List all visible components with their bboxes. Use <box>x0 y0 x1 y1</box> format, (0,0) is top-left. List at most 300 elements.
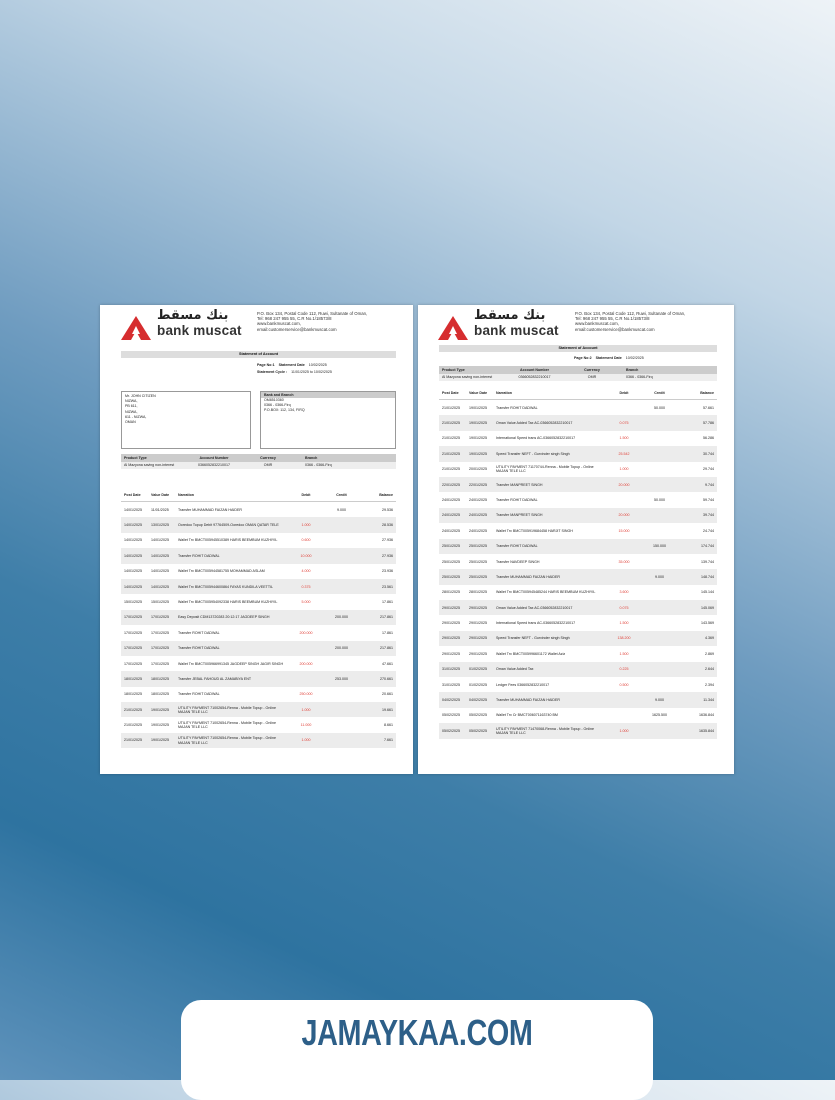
statement-page-1 <box>100 305 413 774</box>
tx-cell: Wallet Trx BMCT005966991345 JAGDEEP SINGH JAGIR SINGH <box>178 661 284 666</box>
tx-cell: 39.744 <box>703 513 714 518</box>
bank-logo-icon <box>438 316 468 340</box>
tx-cell: 23.936 <box>382 569 393 574</box>
tx-cell: 15.000 <box>618 528 630 533</box>
product-cell: 0366 - 0366-Firq <box>305 463 332 467</box>
tx-cell: 29/01/2025 <box>442 621 460 626</box>
tx-cell: 13/01/2025 <box>151 522 169 527</box>
tx-cell: 23.561 <box>382 584 393 589</box>
tx-row <box>439 492 717 507</box>
tx-cell: 250.000 <box>299 692 313 697</box>
transactions-table <box>439 391 717 739</box>
tx-cell: 145.144 <box>701 590 714 595</box>
tx-cell: 31/01/2025 <box>442 682 460 687</box>
tx-cell: 05/02/2025 <box>442 713 460 718</box>
tx-body <box>121 502 396 748</box>
tx-cell: Wallet Trx BMCT005945485244 HARIS BEEMBUM KUZHIYIL <box>496 590 596 595</box>
tx-cell: 14/01/2025 <box>124 553 142 558</box>
tx-cell: UTILITY PAYMENT 71002654-Renna - Mobile Topup - Online MAJAN TELE LLC <box>178 720 276 730</box>
tx-body <box>439 400 717 739</box>
tx-cell: 15/01/2025 <box>124 599 142 604</box>
tx-cell: 29/01/2025 <box>469 636 487 641</box>
tx-cell: 05/02/2025 <box>469 713 487 718</box>
logo-arabic: بنك مسقط <box>157 308 229 323</box>
tx-cell: UTILITY PAYMENT 71470068-Renna - Mobile Topup - Online MAJAN TELE LLC <box>496 726 594 735</box>
tx-row <box>439 431 717 446</box>
tx-cell: Transfer ROHIT DADWAL <box>178 692 220 697</box>
address-line: Tel: 968 247 955 55, C.R No.1/18573/8 <box>575 316 650 322</box>
tx-cell: 0.075 <box>619 605 629 610</box>
address-line: Tel: 968 247 955 55, C.R No.1/18573/8 <box>257 316 332 322</box>
tx-row <box>439 477 717 492</box>
tx-header-cell: Post Date <box>442 391 459 395</box>
statement-date-label: Statement Date <box>595 356 622 360</box>
tx-cell: 56.286 <box>703 436 714 441</box>
tx-cell: 14/01/2025 <box>124 538 142 543</box>
product-row <box>439 374 717 381</box>
tx-cell: 21/01/2025 <box>442 467 460 472</box>
tx-cell: Transfer ROHIT DADWAL <box>496 544 538 549</box>
tx-cell: Wallet Trx BMCT005996601172 Wallet Aziz <box>496 651 566 656</box>
tx-cell: 217.861 <box>380 646 393 651</box>
tx-cell: 59.744 <box>703 497 714 502</box>
tx-cell: 29.536 <box>382 507 393 512</box>
product-header-cell: Branch <box>626 368 639 372</box>
tx-cell: 1.000 <box>619 467 629 472</box>
product-cell: OMR <box>263 463 273 467</box>
tx-row <box>439 600 717 615</box>
tx-cell: 1.500 <box>619 621 629 626</box>
tx-cell: 17/01/2025 <box>124 630 142 635</box>
tx-cell: 1625.500 <box>652 713 667 718</box>
tx-cell: 25.542 <box>618 451 630 456</box>
tx-cell: 17/01/2025 <box>124 615 142 620</box>
tx-cell: International Speed trans AC-0366052832210017 <box>496 436 576 441</box>
tx-header-cell: Narration <box>496 391 512 395</box>
tx-cell: International Speed trans AC-0366052832210017 <box>496 621 576 626</box>
product-header-cell: Account Number <box>520 368 549 372</box>
tx-cell: 14/01/2025 <box>124 584 142 589</box>
tx-cell: UTILITY PAYMENT 71002654-Renna - Mobile Topup - Online MAJAN TELE LLC <box>178 736 276 745</box>
tx-cell: 29/01/2025 <box>469 621 487 626</box>
tx-cell: 14/01/2025 <box>151 569 169 574</box>
tx-cell: 50.000 <box>654 405 665 410</box>
tx-cell: 1.500 <box>619 651 629 656</box>
tx-cell: 200.000 <box>299 661 313 666</box>
tx-cell: 04/02/2025 <box>469 698 487 703</box>
tx-cell: Transfer ROHIT DADWAL <box>496 497 538 502</box>
transactions-table <box>121 493 396 748</box>
tx-cell: 29.744 <box>703 467 714 472</box>
statement-date-label: Statement Date <box>278 363 305 367</box>
tx-header-cell: Balance <box>700 391 714 395</box>
tx-cell: 11/01/2025 <box>151 507 169 512</box>
tx-row <box>121 579 396 594</box>
tx-cell: 25/01/2025 <box>442 574 460 579</box>
tx-cell: 200.000 <box>335 615 348 620</box>
tx-header-cell: Post Date <box>124 493 141 497</box>
tx-cell: 28/01/2025 <box>469 590 487 595</box>
tx-cell: Wallet Trx BMCT005944600864 FAYAS KUNDILA VEETTIL <box>178 584 274 589</box>
branch-line: 0366 - 0366-Firq <box>264 403 291 407</box>
tx-row <box>121 533 396 548</box>
tx-cell: 2.869 <box>705 651 714 656</box>
tx-cell: 14/01/2025 <box>124 569 142 574</box>
tx-cell: 18/01/2025 <box>151 692 169 697</box>
tx-row <box>439 646 717 661</box>
product-header-cell: Account Number <box>199 456 229 460</box>
tx-cell: Transfer NAVDEEP SINGH <box>496 559 540 564</box>
product-header-cell: Product Type <box>442 368 465 372</box>
tx-cell: 8.661 <box>384 723 393 728</box>
statement-title: Statement of Account <box>439 345 717 352</box>
tx-cell: 19/01/2025 <box>469 436 487 441</box>
tx-cell: 05/02/2025 <box>442 728 460 733</box>
statement-date: 10/02/2025 <box>308 363 327 367</box>
tx-cell: UTILITY PAYMENT 71002654-Renna - Mobile Topup - Online MAJAN TELE LLC <box>178 705 276 714</box>
tx-cell: 4.000 <box>301 569 311 574</box>
bank-branch-box <box>260 391 396 449</box>
page-number: Page No:1 <box>257 363 275 367</box>
tx-cell: 17/01/2025 <box>151 615 169 620</box>
tx-cell: Wallet Trx BMCT005944581755 MOHAMMAD ASLAM <box>178 569 265 574</box>
tx-header-cell: Value Date <box>469 391 488 395</box>
tx-cell: 19/01/2025 <box>469 405 487 410</box>
tx-cell: 19/01/2025 <box>469 451 487 456</box>
tx-cell: Easy Deposit CDM13720283 20:12:17 JAGDEEP SINGH <box>178 615 270 620</box>
tx-header-cell: Credit <box>654 391 665 395</box>
statement-cycle <box>257 369 332 376</box>
tx-row <box>121 641 396 656</box>
tx-cell: Wallet Trx Cr BMCT006071163740 BM <box>496 713 558 718</box>
tx-cell: Transfer MUHAMMAD FAIZAN HAIDER <box>496 574 560 579</box>
statement-title: Statement of Account <box>121 351 396 358</box>
tx-cell: Oman Value Added Tax AC-0366052832210017 <box>496 420 573 425</box>
tx-cell: 2.644 <box>705 667 714 672</box>
tx-cell: 17/01/2025 <box>151 646 169 651</box>
page-info <box>574 355 644 362</box>
tx-cell: 150.000 <box>653 544 666 549</box>
tx-cell: 21/01/2025 <box>442 405 460 410</box>
bank-logo-icon <box>121 316 151 340</box>
brand-text: JAMAYKAA.COM <box>301 1012 533 1053</box>
tx-cell: 29/01/2025 <box>442 651 460 656</box>
bank-logo <box>121 310 251 340</box>
product-cell: 0366052832210017 <box>198 463 230 467</box>
tx-cell: 29/01/2025 <box>442 605 460 610</box>
tx-cell: 14/01/2025 <box>124 522 142 527</box>
tx-cell: 17/01/2025 <box>124 646 142 651</box>
tx-cell: 28/01/2025 <box>442 590 460 595</box>
tx-cell: 9.744 <box>705 482 714 487</box>
tx-cell: Transfer MUHAMMAD FAIZAN HAIDER <box>178 507 242 512</box>
tx-cell: 24/01/2025 <box>442 497 460 502</box>
tx-row <box>121 564 396 579</box>
address-line: www.bankmuscat.com, <box>575 321 619 327</box>
tx-header-cell: Credit <box>336 493 347 497</box>
bank-address <box>257 311 367 332</box>
tx-cell: 14/01/2025 <box>151 553 169 558</box>
tx-cell: 19.661 <box>382 707 393 712</box>
tx-cell: 0.500 <box>619 682 629 687</box>
tx-row <box>439 692 717 707</box>
tx-cell: 17.861 <box>382 599 393 604</box>
tx-cell: Transfer ROHIT DADWAL <box>178 553 220 558</box>
tx-row <box>121 671 396 686</box>
customer-address-box <box>121 391 251 449</box>
tx-cell: 17/01/2025 <box>151 661 169 666</box>
tx-cell: 9.000 <box>655 698 664 703</box>
tx-cell: 01/02/2025 <box>469 667 487 672</box>
tx-cell: 24/01/2025 <box>442 513 460 518</box>
tx-header-cell: Narration <box>178 493 194 497</box>
tx-cell: 24.744 <box>703 528 714 533</box>
product-header-cell: Product Type <box>124 456 147 460</box>
address-line: www.bankmuscat.com, <box>257 321 301 327</box>
statement-page-2 <box>418 305 734 774</box>
tx-row <box>121 702 396 717</box>
bank-address <box>575 311 685 332</box>
tx-cell: 4.369 <box>705 636 714 641</box>
tx-cell: 14/01/2025 <box>124 507 142 512</box>
tx-cell: 7.661 <box>384 738 393 743</box>
tx-row <box>121 594 396 609</box>
tx-cell: 1.000 <box>301 522 311 527</box>
tx-row <box>121 625 396 640</box>
tx-cell: 1.500 <box>619 436 629 441</box>
tx-header-row <box>121 493 396 502</box>
tx-header-cell: Balance <box>379 493 393 497</box>
product-table <box>439 366 717 381</box>
tx-header-row <box>439 391 717 400</box>
tx-cell: 24/01/2025 <box>469 497 487 502</box>
tx-cell: Ooredoo Topup Debit 97764509-Ooredoo OMAN QATAR TELE <box>178 522 279 527</box>
tx-row <box>121 548 396 563</box>
logo-arabic: بنك مسقط <box>474 308 546 323</box>
product-header-row <box>121 454 396 462</box>
tx-cell: Oman Value Added Tax AC-0366052832210017 <box>496 605 573 610</box>
tx-cell: 22/01/2025 <box>469 482 487 487</box>
tx-cell: 200.000 <box>335 646 348 651</box>
cycle-value: 11/01/2025 to 10/02/2025 <box>291 370 332 374</box>
tx-cell: Transfer ROHIT DADWAL <box>178 646 220 651</box>
tx-cell: UTILITY PAYMENT 71170744-Renna - Mobile Topup - Online MAJAN TELE LLC <box>496 465 594 474</box>
tx-cell: 20.000 <box>618 482 630 487</box>
tx-header-cell: Debit <box>301 493 311 497</box>
tx-cell: 30.744 <box>703 451 714 456</box>
tx-header-cell: Value Date <box>151 493 170 497</box>
tx-cell: 21/01/2025 <box>442 420 460 425</box>
tx-row <box>121 687 396 702</box>
customer-line: OMAN <box>125 420 136 425</box>
tx-cell: 01/02/2025 <box>469 682 487 687</box>
tx-cell: 04/02/2025 <box>442 698 460 703</box>
tx-cell: 174.744 <box>701 544 714 549</box>
tx-row <box>121 610 396 625</box>
tx-cell: 25/01/2025 <box>469 544 487 549</box>
tx-cell: 0.600 <box>301 538 311 543</box>
tx-row <box>439 400 717 415</box>
tx-cell: 18/01/2025 <box>124 676 142 681</box>
tx-cell: Speed Transfer NEFT - Gurvinder singh Singh <box>496 636 570 641</box>
product-header-row <box>439 366 717 374</box>
tx-cell: 1635.844 <box>699 728 714 733</box>
tx-row <box>439 462 717 477</box>
bank-branch-title: Bank and Branch <box>261 392 395 398</box>
product-header-cell: Currency <box>260 456 276 460</box>
tx-cell: 35.000 <box>618 559 630 564</box>
tx-cell: 11.344 <box>703 698 714 703</box>
tx-row <box>439 723 717 738</box>
product-header-cell: Currency <box>584 368 600 372</box>
tx-cell: 11.000 <box>300 723 312 728</box>
tx-row <box>439 554 717 569</box>
tx-cell: 25/01/2025 <box>469 574 487 579</box>
tx-row <box>439 539 717 554</box>
statement-date: 10/02/2025 <box>625 356 644 360</box>
tx-cell: 143.569 <box>701 621 714 626</box>
tx-cell: 5.000 <box>301 599 311 604</box>
tx-cell: 21/01/2025 <box>442 451 460 456</box>
tx-row <box>439 585 717 600</box>
tx-cell: 25/01/2025 <box>469 559 487 564</box>
tx-row <box>439 615 717 630</box>
tx-cell: 57.786 <box>703 420 714 425</box>
tx-cell: Wallet Trx BMCT005945510389 HARIS BEEMBUM KUZHIYIL <box>178 538 278 543</box>
tx-cell: 10.000 <box>300 553 312 558</box>
tx-cell: 27.936 <box>382 538 393 543</box>
tx-cell: 0.075 <box>619 420 629 425</box>
branch-line: P.O.BOX: 112, 134, FIRQ <box>264 408 305 412</box>
tx-cell: 21/01/2025 <box>442 436 460 441</box>
tx-row <box>121 502 396 517</box>
tx-header-cell: Debit <box>619 391 629 395</box>
brand-banner <box>181 1000 653 1100</box>
tx-cell: 21/01/2025 <box>124 723 142 728</box>
tx-cell: 18/01/2025 <box>124 692 142 697</box>
tx-cell: 217.861 <box>380 615 393 620</box>
tx-cell: 50.000 <box>654 497 665 502</box>
tx-row <box>439 677 717 692</box>
tx-cell: 0.375 <box>301 584 311 589</box>
customer-line: NIZWA, <box>125 409 138 414</box>
tx-cell: 20/01/2025 <box>469 467 487 472</box>
tx-cell: Speed Transfer NEFT - Gurvinder singh Singh <box>496 451 570 456</box>
tx-cell: 19/01/2025 <box>151 707 169 712</box>
tx-cell: 25/01/2025 <box>442 559 460 564</box>
address-line: P.O. Box 134, Postal Code 112, Ruwi, Sultanate of Oman, <box>575 311 686 316</box>
tx-cell: 2.394 <box>705 682 714 687</box>
branch-line: OM8510360 <box>264 398 284 402</box>
logo-english: bank muscat <box>157 323 242 338</box>
tx-cell: 253.000 <box>335 676 348 681</box>
tx-cell: 21/01/2025 <box>124 738 142 743</box>
tx-cell: 22/01/2025 <box>442 482 460 487</box>
tx-cell: Transfer MUHAMMAD FAIZAN HAIDER <box>496 698 560 703</box>
cycle-label: Statement Cycle : <box>257 370 288 374</box>
address-line: email:customerservice@bankmuscat.com <box>257 326 337 332</box>
tx-cell: 200.000 <box>299 630 313 635</box>
tx-cell: 139.744 <box>701 559 714 564</box>
tx-cell: 19/01/2025 <box>151 723 169 728</box>
page-number: Page No:2 <box>574 356 592 360</box>
tx-row <box>439 631 717 646</box>
tx-cell: 148.744 <box>701 574 714 579</box>
product-cell: 0366052832210017 <box>518 375 551 379</box>
tx-cell: 270.661 <box>380 676 393 681</box>
customer-line: PB 611, <box>125 404 138 409</box>
product-cell: OMR <box>587 375 597 379</box>
tx-cell: Transfer MANPREET SINGH <box>496 513 543 518</box>
tx-cell: 138.200 <box>617 636 631 641</box>
tx-cell: 14/01/2025 <box>151 538 169 543</box>
tx-cell: 57.661 <box>703 405 714 410</box>
tx-row <box>121 656 396 671</box>
tx-cell: 29/01/2025 <box>442 636 460 641</box>
tx-cell: 21/01/2025 <box>124 707 142 712</box>
tx-cell: 18/01/2025 <box>151 676 169 681</box>
product-table <box>121 454 396 469</box>
customer-line: NIZWA, <box>125 399 138 404</box>
tx-cell: 15/01/2025 <box>151 599 169 604</box>
tx-cell: Transfer MANPREET SINGH <box>496 482 543 487</box>
tx-cell: 05/02/2025 <box>469 728 487 733</box>
tx-cell: 1.000 <box>619 728 629 733</box>
tx-row <box>439 415 717 430</box>
tx-cell: 1636.844 <box>699 713 714 718</box>
product-cell: 0366 - 0366-Firq <box>626 375 653 379</box>
tx-cell: 145.069 <box>701 605 714 610</box>
tx-cell: 17.861 <box>382 630 393 635</box>
tx-row <box>439 508 717 523</box>
product-cell: Al Mazyona saving non-interest <box>124 463 175 467</box>
tx-cell: 9.000 <box>655 574 664 579</box>
tx-cell: 17/01/2025 <box>151 630 169 635</box>
product-header-cell: Branch <box>305 456 318 460</box>
tx-cell: 29/01/2025 <box>469 605 487 610</box>
tx-cell: 0.225 <box>619 667 629 672</box>
tx-cell: 31/01/2025 <box>442 667 460 672</box>
tx-cell: 9.000 <box>337 507 346 512</box>
tx-cell: Oman Value Added Tax <box>496 667 534 672</box>
tx-cell: Transfer JEBAL FAHOUD AL ZAMABIYA ENT <box>178 676 252 681</box>
tx-cell: 1.000 <box>301 738 311 743</box>
tx-cell: 19/01/2025 <box>469 420 487 425</box>
tx-row <box>439 662 717 677</box>
tx-cell: Wallet Trx BMCT005919684458 HARJIT SINGH <box>496 528 573 533</box>
tx-row <box>121 717 396 732</box>
tx-row <box>439 446 717 461</box>
tx-cell: Transfer ROHIT DADWAL <box>178 630 220 635</box>
tx-cell: 17/01/2025 <box>124 661 142 666</box>
tx-cell: 1.000 <box>301 707 311 712</box>
tx-cell: Transfer ROHIT DADWAL <box>496 405 538 410</box>
tx-cell: 25/01/2025 <box>442 544 460 549</box>
bank-logo <box>438 310 578 340</box>
address-line: P.O. Box 134, Postal Code 112, Ruwi, Sultanate of Oman, <box>257 311 368 316</box>
customer-name: Mr. JOHN CITIZEN <box>125 394 156 398</box>
customer-line: 611 - NIZWA, <box>125 414 147 419</box>
tx-cell: 24/01/2025 <box>442 528 460 533</box>
tx-cell: Wallet Trx BMCT005954092338 HARIS BEEMBUM KUZHIYIL <box>178 599 278 604</box>
page-info <box>257 362 327 369</box>
tx-cell: 29/01/2025 <box>469 651 487 656</box>
product-cell: Al Mazyona saving non-interest <box>442 375 493 379</box>
address-line: email:customerservice@bankmuscat.com <box>575 326 655 332</box>
tx-row <box>121 517 396 532</box>
product-row <box>121 462 396 469</box>
tx-cell: Ledger Fees 0366052832210017 <box>496 682 550 687</box>
